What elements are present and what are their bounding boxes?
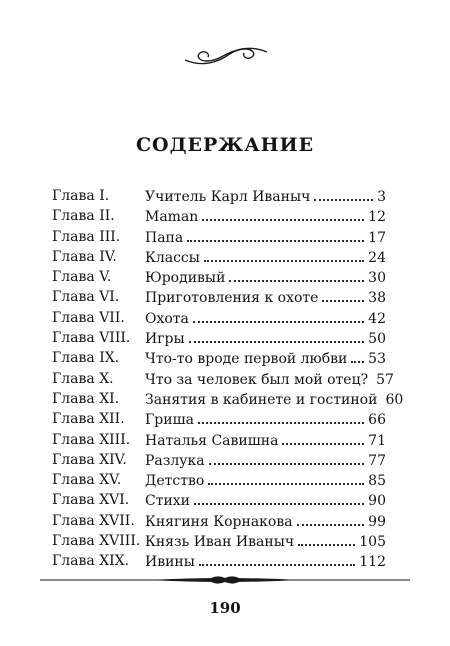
page-ref: 77	[368, 452, 386, 469]
dot-leader	[199, 551, 355, 566]
chapter-number: Глава XVI.	[52, 492, 130, 509]
chapter-number: Глава VIII.	[52, 330, 131, 347]
chapter-title: Что-то вроде первой любви	[145, 351, 348, 368]
toc-entry[interactable]	[52, 206, 386, 226]
page-ref: 85	[368, 473, 386, 490]
dot-leader	[322, 287, 364, 302]
toc-entry[interactable]	[52, 551, 386, 571]
chapter-number: Глава XIX.	[52, 553, 130, 570]
chapter-number: Глава IV.	[52, 248, 117, 265]
dot-leader	[282, 430, 364, 445]
toc-entry[interactable]	[52, 247, 386, 267]
dot-leader	[229, 267, 364, 282]
chapter-number: Глава VII.	[52, 309, 125, 326]
chapter-number: Глава VI.	[52, 289, 120, 306]
page-title: СОДЕРЖАНИЕ	[135, 134, 315, 156]
page-ref: 42	[368, 310, 386, 327]
chapter-title: Гриша	[145, 412, 194, 429]
dot-leader	[208, 470, 364, 485]
toc-entry[interactable]	[52, 267, 386, 287]
chapter-title: Стихи	[145, 493, 191, 510]
chapter-title: Князь Иван Иваныч	[145, 534, 295, 551]
toc-entry[interactable]	[52, 409, 386, 429]
chapter-number: Глава XVIII.	[52, 533, 141, 550]
page-ref: 105	[359, 534, 386, 551]
top-flourish-ornament	[181, 40, 271, 70]
toc-entry[interactable]	[52, 186, 386, 206]
toc-entry[interactable]	[52, 490, 386, 510]
chapter-number: Глава XIV.	[52, 451, 127, 468]
page-ref: 60	[385, 391, 404, 408]
chapter-title: Учитель Карл Иваныч	[145, 189, 311, 205]
chapter-title: Занятия в кабинете и гостиной	[145, 391, 378, 408]
page-ref: 66	[368, 412, 386, 429]
toc-entry[interactable]	[52, 369, 394, 389]
toc-entry[interactable]	[52, 348, 386, 368]
toc-entry[interactable]	[52, 511, 386, 531]
chapter-title: Папа	[145, 229, 184, 246]
page-ref: 99	[368, 513, 386, 530]
chapter-number: Глава V.	[52, 269, 112, 286]
chapter-title: Охота	[145, 310, 189, 327]
page-ref: 30	[368, 270, 386, 287]
chapter-number: Глава II.	[52, 208, 115, 225]
chapter-title: Что за человек был мой отец?	[145, 371, 369, 388]
dot-leader	[204, 247, 364, 262]
dot-leader	[351, 348, 364, 363]
toc-entry[interactable]	[52, 470, 386, 490]
chapter-number: Глава XV.	[52, 472, 122, 489]
page-ref: 50	[368, 331, 386, 348]
dot-leader	[297, 511, 365, 526]
chapter-title: Maman	[145, 209, 199, 226]
page-ref: 17	[368, 229, 386, 246]
chapter-title: Юродивый	[145, 270, 226, 287]
chapter-title: Классы	[145, 249, 200, 266]
page-ref: 53	[368, 351, 386, 368]
footer-ornament-rule	[40, 574, 410, 586]
chapter-title: Игры	[145, 331, 185, 348]
toc-entry[interactable]	[52, 430, 386, 450]
dot-leader	[193, 308, 364, 323]
toc-entry[interactable]	[52, 389, 404, 409]
toc-entry[interactable]	[52, 531, 386, 551]
dot-leader	[209, 450, 365, 465]
chapter-number: Глава XII.	[52, 411, 125, 428]
page-ref: 112	[359, 554, 386, 571]
chapter-number: Глава X.	[52, 370, 114, 387]
dot-leader	[202, 206, 364, 221]
chapter-title: Ивины	[145, 554, 195, 571]
chapter-title: Приготовления к охоте	[145, 290, 319, 307]
page-ref: 38	[368, 290, 386, 307]
chapter-number: Глава XI.	[52, 390, 120, 407]
toc-entry[interactable]	[52, 308, 386, 328]
toc-entry[interactable]	[52, 328, 386, 348]
page-ref: 90	[368, 493, 386, 510]
dot-leader	[298, 531, 355, 546]
chapter-number: Глава IX.	[52, 350, 120, 367]
table-of-contents	[52, 186, 404, 572]
dot-leader	[198, 409, 364, 424]
chapter-title: Разлука	[145, 452, 205, 469]
chapter-number: Глава XIII.	[52, 431, 131, 448]
chapter-number: Глава I.	[52, 188, 110, 204]
chapter-number: Глава III.	[52, 228, 121, 245]
page-ref: 57	[376, 371, 394, 388]
toc-entry[interactable]	[52, 287, 386, 307]
toc-entry[interactable]	[52, 227, 386, 247]
page-ref: 71	[368, 432, 386, 449]
page-ref: 24	[368, 249, 386, 266]
dot-leader	[194, 490, 364, 505]
chapter-title: Детство	[145, 473, 205, 490]
page-ref: 3	[377, 189, 386, 205]
dot-leader	[189, 328, 365, 343]
chapter-title: Княгиня Корнакова	[145, 513, 293, 530]
toc-entry[interactable]	[52, 450, 386, 470]
page-number: 190	[209, 599, 241, 617]
chapter-title: Наталья Савишна	[145, 432, 279, 449]
page-ref: 12	[368, 209, 386, 226]
dot-leader	[314, 186, 373, 201]
dot-leader	[187, 227, 364, 242]
chapter-number: Глава XVII.	[52, 512, 135, 529]
